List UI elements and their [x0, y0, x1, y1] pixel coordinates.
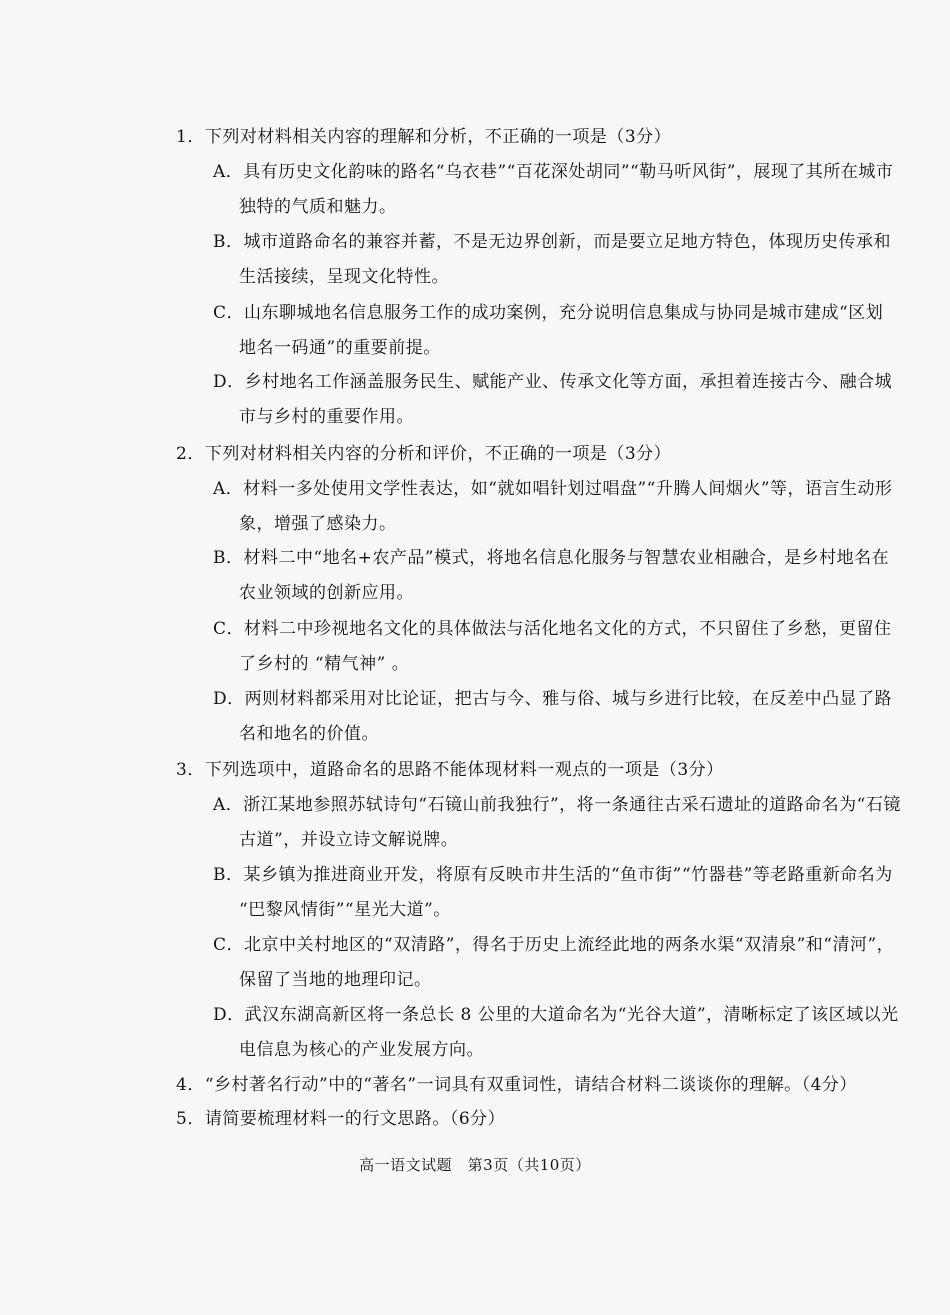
option-text-line1: B．材料二中“地名+农产品”模式，将地名信息化服务与智慧农业相融合，是乡村地名在	[213, 548, 890, 568]
question-2-option-a	[213, 478, 893, 535]
question-3-option-b	[213, 864, 893, 921]
option-text-line1: C．材料二中珍视地名文化的具体做法与活化地名文化的方式，不只留住了乡愁，更留住	[213, 619, 892, 639]
option-text-line1: A．具有历史文化韵味的路名“乌衣巷”“百花深处胡同”“勒马听风街”，展现了其所在城市	[213, 162, 894, 182]
question-1-option-b	[213, 231, 893, 288]
question-2-option-d	[213, 688, 893, 745]
option-text-line2: 地名一码通”的重要前提。	[239, 338, 441, 358]
option-text-line1: A．浙江某地参照苏轼诗句“石镜山前我独行”，将一条通往古采石遗址的道路命名为“石镜	[213, 795, 901, 815]
page-footer: 高一语文试题 第3页（共10页）	[359, 1156, 591, 1174]
option-text-line1: D．武汉东湖高新区将一条总长 8 公里的大道命名为“光谷大道”，清晰标定了该区域以光	[213, 1005, 899, 1025]
option-text-line1: C．山东聊城地名信息服务工作的成功案例，充分说明信息集成与协同是城市建成“区划	[213, 303, 884, 323]
question-5-stem: 5．请简要梳理材料一的行文思路。（6分）	[176, 1109, 506, 1129]
option-text-line1: D．两则材料都采用对比论证，把古与今、雅与俗、城与乡进行比较，在反差中凸显了路	[213, 689, 893, 709]
option-text-line2: 市与乡村的重要作用。	[239, 407, 414, 427]
question-3-option-d	[213, 1004, 899, 1061]
question-2-stem: 2．下列对材料相关内容的分析和评价，不正确的一项是（3分）	[176, 444, 672, 464]
option-text-line1: B．某乡镇为推进商业开发，将原有反映市井生活的“鱼市街”“竹器巷”等老路重新命名为	[213, 865, 893, 885]
option-text-line2: 农业领域的创新应用。	[239, 583, 414, 603]
option-text-line2: 名和地名的价值。	[239, 724, 379, 744]
option-text-line2: 了乡村的 “精气神” 。	[239, 654, 410, 674]
question-2-option-c	[213, 618, 893, 675]
option-text-line2: 保留了当地的地理印记。	[239, 970, 432, 990]
option-text-line1: D．乡村地名工作涵盖服务民生、赋能产业、传承文化等方面，承担着连接古今、融合城	[213, 372, 893, 392]
option-text-line1: A．材料一多处使用文学性表达，如“就如唱针划过唱盘”“升腾人间烟火”等，语言生动形	[213, 479, 893, 499]
question-3-option-c	[213, 934, 893, 991]
option-text-line2: 电信息为核心的产业发展方向。	[239, 1040, 484, 1060]
question-4-stem: 4．“乡村著名行动”中的“著名”一词具有双重词性，请结合材料二谈谈你的理解。（4分）	[176, 1075, 857, 1095]
option-text-line1: B．城市道路命名的兼容并蓄，不是无边界创新，而是要立足地方特色，体现历史传承和	[213, 232, 891, 252]
option-text-line2: “巴黎风情街”“星光大道”。	[239, 900, 451, 920]
question-1-option-d	[213, 371, 893, 428]
question-3-stem: 3．下列选项中，道路命名的思路不能体现材料一观点的一项是（3分）	[176, 760, 724, 780]
question-1-option-a	[213, 161, 893, 218]
question-1-option-c	[213, 302, 893, 359]
question-2-option-b	[213, 547, 893, 604]
option-text-line2: 象，增强了感染力。	[239, 514, 397, 534]
option-text-line1: C．北京中关村地区的“双清路”，得名于历史上流经此地的两条水渠“双清泉”和“清河”，	[213, 935, 895, 955]
option-text-line2: 生活接续，呈现文化特性。	[239, 267, 449, 287]
question-3-option-a	[213, 794, 901, 851]
option-text-line2: 独特的气质和魅力。	[239, 197, 397, 217]
option-text-line2: 古道”，并设立诗文解说牌。	[239, 830, 459, 850]
question-1-stem: 1．下列对材料相关内容的理解和分析，不正确的一项是（3分）	[176, 127, 672, 147]
